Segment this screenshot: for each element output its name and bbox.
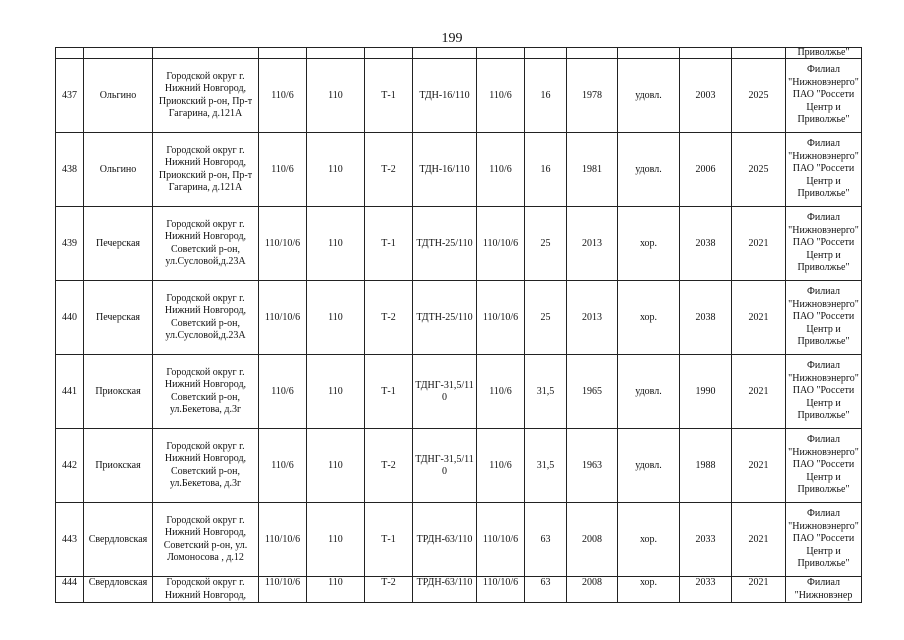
substation-name-cell: Приокская xyxy=(84,355,153,429)
rated-voltage-cell: 110 xyxy=(307,429,365,503)
table-row xyxy=(56,59,862,133)
rated-voltage-cell: 110 xyxy=(307,281,365,355)
overhaul-year-cell: 2003 xyxy=(680,59,732,133)
replacement-year-cell: 2021 xyxy=(732,577,786,603)
owner-cell: Филиал "Нижновэнерго" ПАО "Россети Центр и Приволжье" xyxy=(786,133,862,207)
voltage-ratio-cell: 110/10/6 xyxy=(477,503,525,577)
page-number: 199 xyxy=(441,31,463,46)
voltage-class-cell: 110/10/6 xyxy=(259,207,307,281)
row-number-cell: 441 xyxy=(56,355,84,429)
transformer-id-cell: Т-1 xyxy=(365,503,413,577)
address-cell: Городской округ г. Нижний Новгород, Советский р-он, ул.Сусловой,д.23А xyxy=(153,281,259,355)
transformer-type-cell: ТДН-16/110 xyxy=(413,59,477,133)
continued-row xyxy=(56,48,862,59)
replacement-year-cell: 2021 xyxy=(732,207,786,281)
replacement-year-cell: 2021 xyxy=(732,429,786,503)
rated-voltage-cell: 110 xyxy=(307,503,365,577)
voltage-ratio-cell: 110/10/6 xyxy=(477,207,525,281)
substation-name-cell: Печерская xyxy=(84,207,153,281)
transformer-type-cell: ТРДН-63/110 xyxy=(413,503,477,577)
transformer-id-cell: Т-2 xyxy=(365,577,413,603)
rated-voltage-cell: 110 xyxy=(307,133,365,207)
year-cell: 2008 xyxy=(567,503,618,577)
transformer-type-cell: ТДНГ-31,5/110 xyxy=(413,429,477,503)
rated-voltage-cell: 110 xyxy=(307,207,365,281)
voltage-class-cell: 110/6 xyxy=(259,429,307,503)
row-number-cell: 439 xyxy=(56,207,84,281)
overhaul-year-cell: 1988 xyxy=(680,429,732,503)
row-number-cell: 438 xyxy=(56,133,84,207)
row-number-cell: 440 xyxy=(56,281,84,355)
address-cell: Городской округ г. Нижний Новгород, Приокский р-он, Пр-т Гагарина, д.121А xyxy=(153,59,259,133)
table-row xyxy=(56,133,862,207)
substation-name-cell: Приокская xyxy=(84,429,153,503)
voltage-ratio-cell: 110/6 xyxy=(477,133,525,207)
power-cell: 31,5 xyxy=(525,429,567,503)
power-cell: 63 xyxy=(525,503,567,577)
row-number-cell: 444 xyxy=(56,577,84,603)
voltage-ratio-cell: 110/6 xyxy=(477,355,525,429)
table-row xyxy=(56,355,862,429)
voltage-class-cell: 110/6 xyxy=(259,133,307,207)
power-cell: 63 xyxy=(525,577,567,603)
transformer-type-cell: ТДНГ-31,5/110 xyxy=(413,355,477,429)
year-cell: 2013 xyxy=(567,207,618,281)
power-cell: 25 xyxy=(525,281,567,355)
owner-cell: Филиал "Нижновэнерго" ПАО "Россети Центр и Приволжье" xyxy=(786,59,862,133)
condition-cell: хор. xyxy=(618,503,680,577)
replacement-year-cell: 2021 xyxy=(732,355,786,429)
rated-voltage-cell: 110 xyxy=(307,59,365,133)
overhaul-year-cell: 2033 xyxy=(680,503,732,577)
condition-cell: удовл. xyxy=(618,59,680,133)
condition-cell: удовл. xyxy=(618,133,680,207)
table-row xyxy=(56,429,862,503)
overhaul-year-cell: 2006 xyxy=(680,133,732,207)
address-cell: Городской округ г. Нижний Новгород, Советский р-он, ул.Сусловой,д.23А xyxy=(153,207,259,281)
transformer-id-cell: Т-2 xyxy=(365,281,413,355)
replacement-year-cell: 2025 xyxy=(732,133,786,207)
overhaul-year-cell: 2038 xyxy=(680,207,732,281)
address-cell: Городской округ г. Нижний Новгород, Приокский р-он, Пр-т Гагарина, д.121А xyxy=(153,133,259,207)
substation-name-cell: Ольгино xyxy=(84,59,153,133)
owner-cell: Филиал "Нижновэнерго" ПАО "Россети Центр и Приволжье" xyxy=(786,429,862,503)
overhaul-year-cell: 2033 xyxy=(680,577,732,603)
transformer-type-cell: ТДТН-25/110 xyxy=(413,207,477,281)
row-number-cell: 442 xyxy=(56,429,84,503)
voltage-class-cell: 110/6 xyxy=(259,59,307,133)
row-number-cell: 443 xyxy=(56,503,84,577)
table-row xyxy=(56,577,862,603)
voltage-ratio-cell: 110/6 xyxy=(477,429,525,503)
voltage-class-cell: 110/10/6 xyxy=(259,503,307,577)
power-cell: 16 xyxy=(525,59,567,133)
owner-cell: Филиал "Нижновэнер xyxy=(786,577,862,603)
owner-cell: Филиал "Нижновэнерго" ПАО "Россети Центр и Приволжье" xyxy=(786,355,862,429)
substation-name-cell: Печерская xyxy=(84,281,153,355)
condition-cell: хор. xyxy=(618,281,680,355)
transformer-id-cell: Т-2 xyxy=(365,429,413,503)
transformer-registry-table xyxy=(55,47,862,603)
row-number-cell: 437 xyxy=(56,59,84,133)
transformer-id-cell: Т-2 xyxy=(365,133,413,207)
transformer-id-cell: Т-1 xyxy=(365,207,413,281)
overhaul-year-cell: 2038 xyxy=(680,281,732,355)
overhaul-year-cell: 1990 xyxy=(680,355,732,429)
address-cell: Городской округ г. Нижний Новгород, xyxy=(153,577,259,603)
year-cell: 2008 xyxy=(567,577,618,603)
voltage-ratio-cell: 110/6 xyxy=(477,59,525,133)
transformer-type-cell: ТРДН-63/110 xyxy=(413,577,477,603)
owner-cell: Приволжье" xyxy=(786,48,862,59)
rated-voltage-cell: 110 xyxy=(307,577,365,603)
transformer-id-cell: Т-1 xyxy=(365,355,413,429)
replacement-year-cell: 2021 xyxy=(732,503,786,577)
owner-cell: Филиал "Нижновэнерго" ПАО "Россети Центр и Приволжье" xyxy=(786,503,862,577)
transformer-type-cell: ТДТН-25/110 xyxy=(413,281,477,355)
condition-cell: хор. xyxy=(618,207,680,281)
year-cell: 1963 xyxy=(567,429,618,503)
condition-cell: удовл. xyxy=(618,429,680,503)
condition-cell: хор. xyxy=(618,577,680,603)
table-row xyxy=(56,207,862,281)
voltage-ratio-cell: 110/10/6 xyxy=(477,281,525,355)
rated-voltage-cell: 110 xyxy=(307,355,365,429)
address-cell: Городской округ г. Нижний Новгород, Советский р-он, ул. Ломоносова , д.12 xyxy=(153,503,259,577)
voltage-class-cell: 110/10/6 xyxy=(259,281,307,355)
address-cell: Городской округ г. Нижний Новгород, Советский р-он, ул.Бекетова, д.3г xyxy=(153,355,259,429)
transformer-id-cell: Т-1 xyxy=(365,59,413,133)
voltage-class-cell: 110/6 xyxy=(259,355,307,429)
voltage-ratio-cell: 110/10/6 xyxy=(477,577,525,603)
power-cell: 16 xyxy=(525,133,567,207)
substation-name-cell: Свердловская xyxy=(84,503,153,577)
substation-name-cell: Свердловская xyxy=(84,577,153,603)
replacement-year-cell: 2025 xyxy=(732,59,786,133)
condition-cell: удовл. xyxy=(618,355,680,429)
owner-cell: Филиал "Нижновэнерго" ПАО "Россети Центр и Приволжье" xyxy=(786,207,862,281)
voltage-class-cell: 110/10/6 xyxy=(259,577,307,603)
substation-name-cell: Ольгино xyxy=(84,133,153,207)
transformer-type-cell: ТДН-16/110 xyxy=(413,133,477,207)
power-cell: 25 xyxy=(525,207,567,281)
owner-cell: Филиал "Нижновэнерго" ПАО "Россети Центр и Приволжье" xyxy=(786,281,862,355)
table-row xyxy=(56,503,862,577)
table-row xyxy=(56,281,862,355)
year-cell: 1965 xyxy=(567,355,618,429)
year-cell: 1978 xyxy=(567,59,618,133)
address-cell: Городской округ г. Нижний Новгород, Советский р-он, ул.Бекетова, д.3г xyxy=(153,429,259,503)
replacement-year-cell: 2021 xyxy=(732,281,786,355)
power-cell: 31,5 xyxy=(525,355,567,429)
year-cell: 1981 xyxy=(567,133,618,207)
year-cell: 2013 xyxy=(567,281,618,355)
